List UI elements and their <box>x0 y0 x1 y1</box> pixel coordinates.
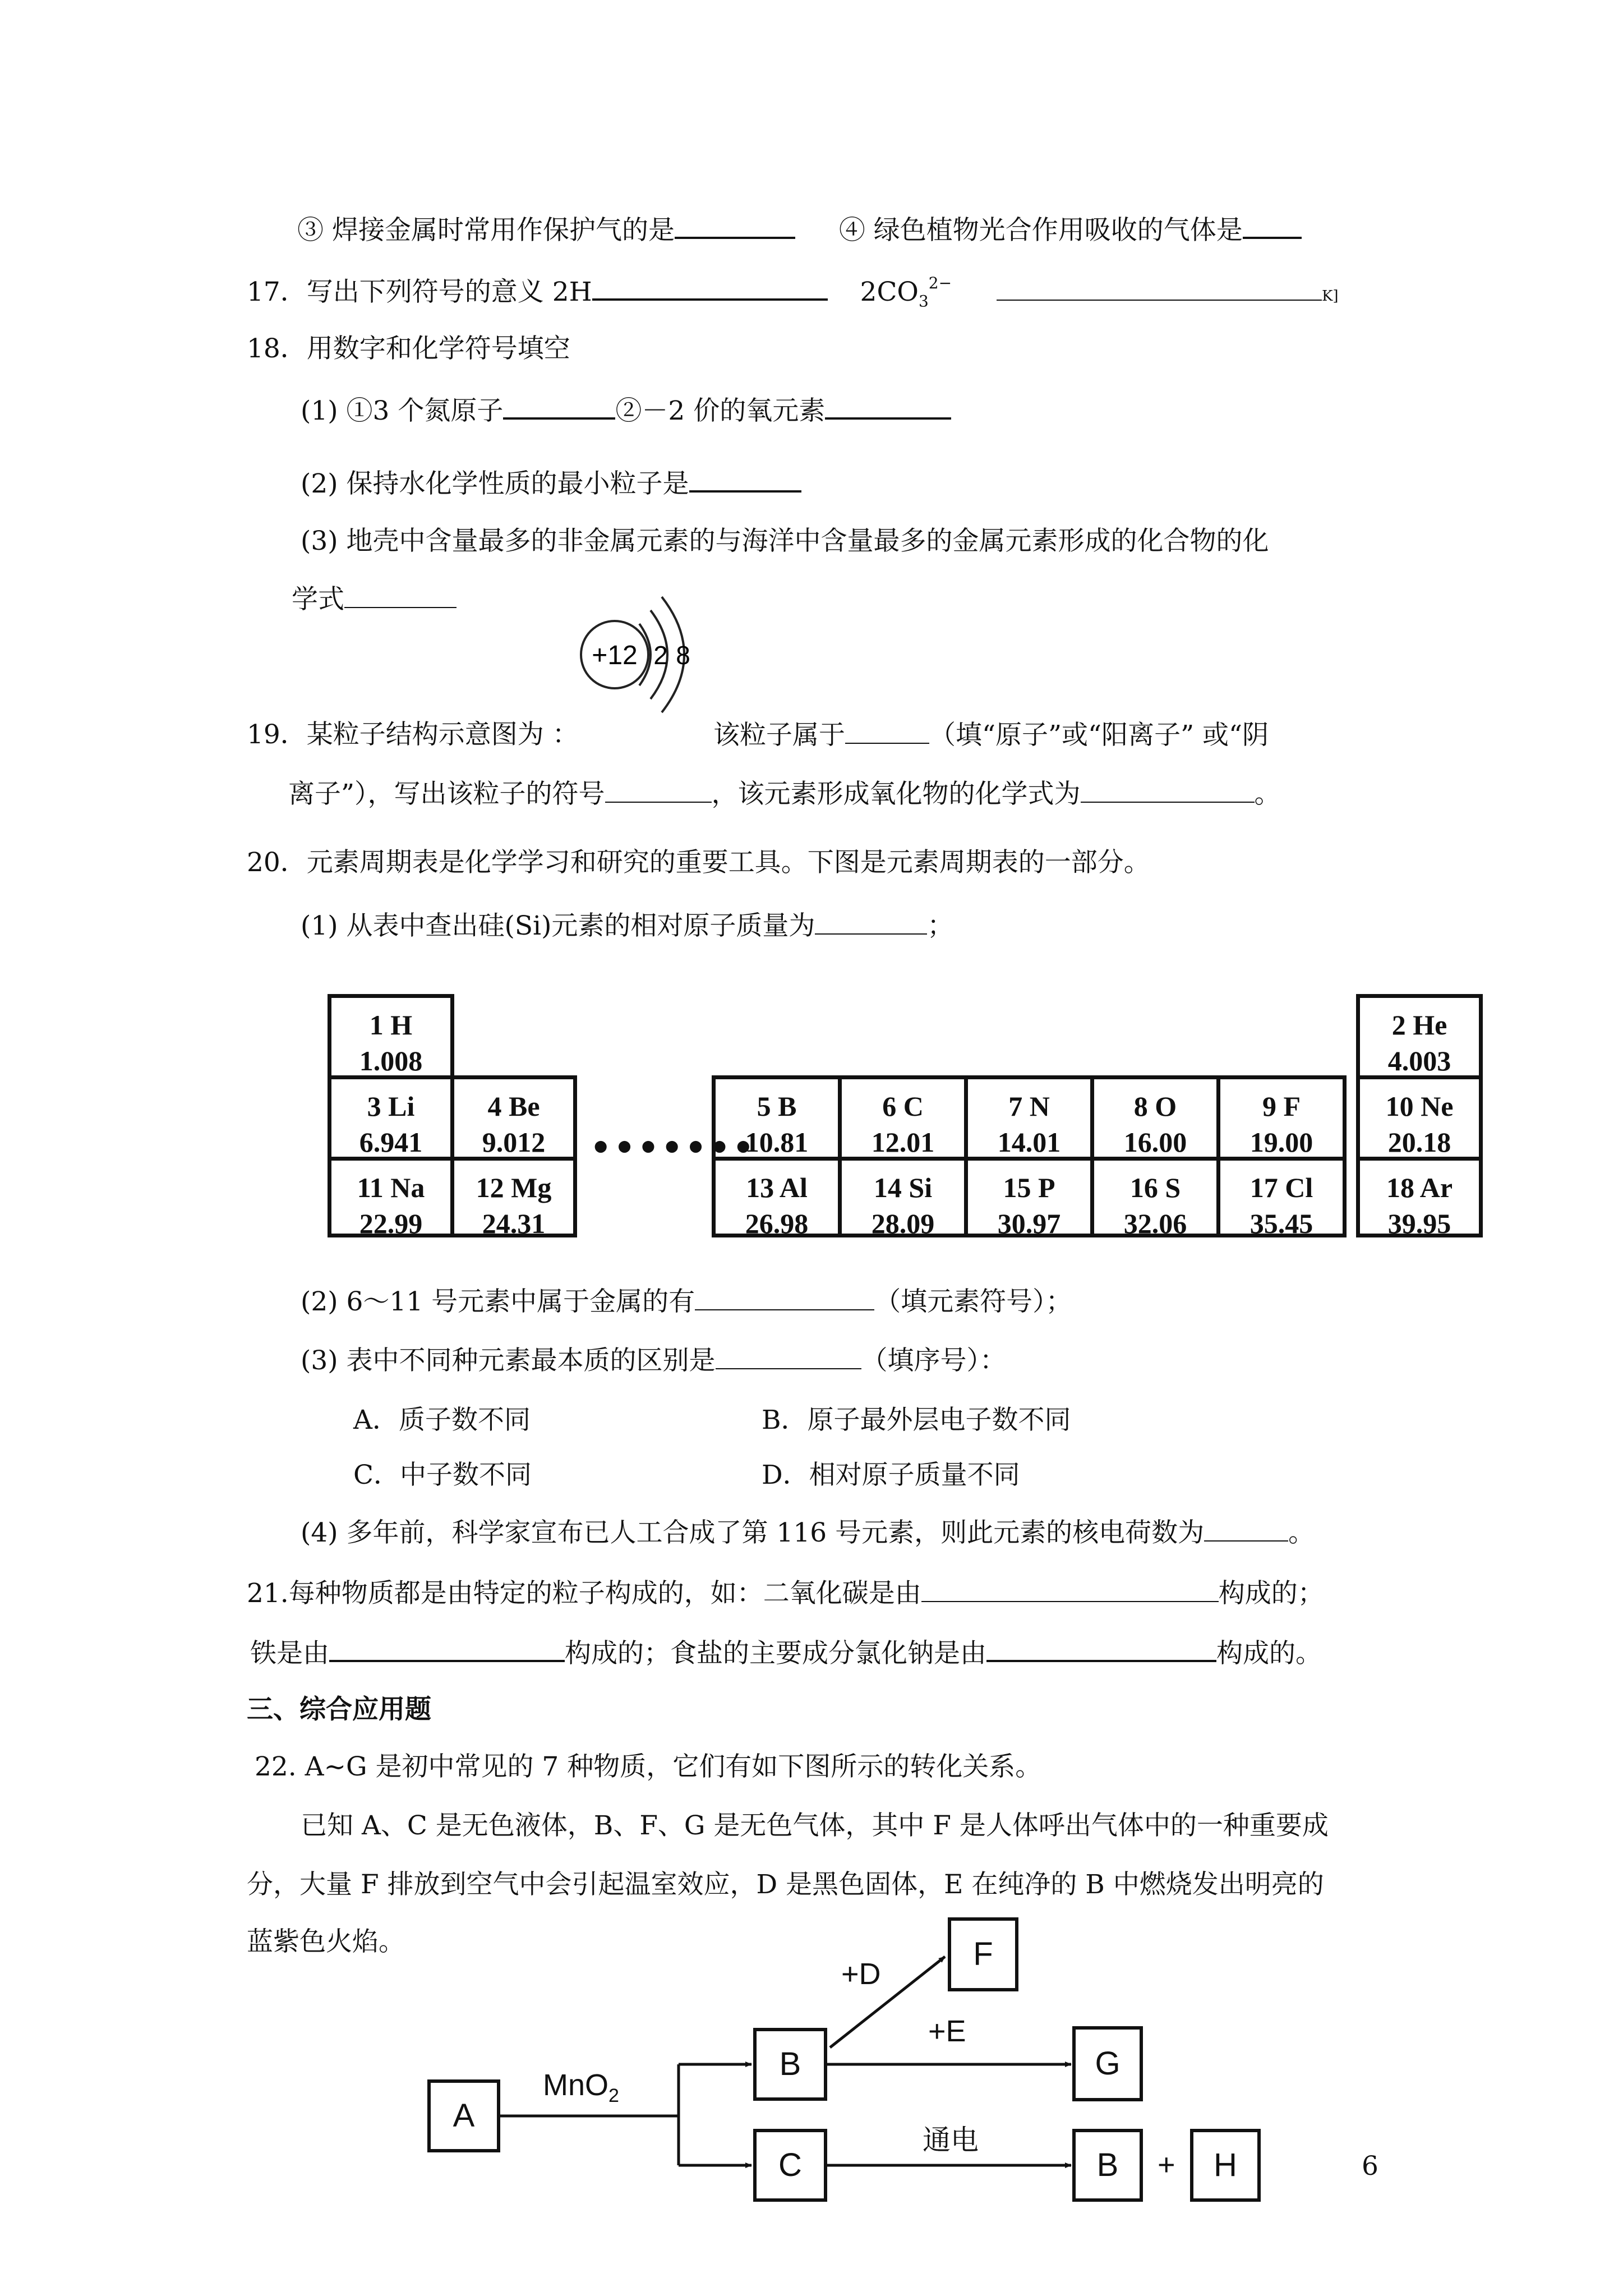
atom-shell-2: 8 <box>676 641 690 670</box>
element-cell: 6 C 12.01 <box>838 1075 968 1161</box>
q20-option-b: B．原子最外层电子数不同 <box>762 1405 1071 1435</box>
element-cell: 2 He 4.003 <box>1356 994 1483 1079</box>
element-cell: 14 Si 28.09 <box>838 1157 968 1237</box>
stray-mark: K] <box>1321 288 1339 305</box>
q17-ion: $2CO_3^{2-}$ <box>860 274 952 311</box>
element-cell: 16 S 32.06 <box>1090 1157 1220 1237</box>
q19-line2b: ，该元素形成氧化物的化学式为 <box>711 779 1081 809</box>
q22-line2: 分，大量 F 排放到空气中会引起温室效应，D 是黑色固体，E 在纯净的 B 中燃烧发出明亮的 <box>247 1869 1324 1900</box>
q18-p2: (2) 保持水化学性质的最小粒子是 <box>301 468 689 499</box>
element-cell: 4 Be 9.012 <box>450 1075 577 1161</box>
node-a: A <box>427 2079 500 2152</box>
q22-line3: 蓝紫色火焰。 <box>247 1926 405 1957</box>
electrolysis-label: 通电 <box>923 2124 979 2156</box>
element-cell: 10 Ne 20.18 <box>1356 1075 1483 1161</box>
q18-title: 18．用数字和化学符号填空 <box>247 333 570 364</box>
q20-p2: (2) 6～11 号元素中属于金属的有 <box>301 1286 695 1317</box>
q22-title: 22. A~G 是初中常见的 7 种物质，它们有如下图所示的转化关系。 <box>255 1751 1042 1782</box>
q20-option-d: D．相对原子质量不同 <box>762 1460 1020 1490</box>
q18-p1b: ②－2 价的氧元素 <box>615 395 826 426</box>
node-b-product: B <box>1072 2129 1143 2202</box>
q16-item4: ④ 绿色植物光合作用吸收的气体是 <box>838 215 1243 246</box>
q18-p3: (3) 地壳中含量最多的非金属元素的与海洋中含量最多的金属元素形成的化合物的化 <box>301 526 1269 556</box>
element-cell: 18 Ar 39.95 <box>1356 1157 1483 1237</box>
page-number: 6 <box>1362 2151 1378 2182</box>
q19-line1c: （填“原子”或“阳离子” 或“阴 <box>929 720 1269 751</box>
element-cell: 17 Cl 35.45 <box>1216 1157 1347 1237</box>
q19-line1b: 该粒子属于 <box>713 720 845 751</box>
element-cell: 11 Na 22.99 <box>328 1157 454 1237</box>
q21-line1a: 21.每种物质都是由特定的粒子构成的，如：二氧化碳是由 <box>247 1578 921 1609</box>
q19-line1a: 19．某粒子结构示意图为 ： <box>247 719 579 750</box>
element-cell: 7 N 14.01 <box>964 1075 1094 1161</box>
atom-nucleus-charge: +12 <box>592 641 638 670</box>
element-cell: 5 B 10.81 <box>712 1075 842 1161</box>
q17-text: 17．写出下列符号的意义 2H <box>247 277 592 307</box>
q20-intro: 20．元素周期表是化学学习和研究的重要工具。下图是元素周期表的一部分。 <box>247 847 1150 878</box>
q22-line1: 已知 A、C 是无色液体，B、F、G 是无色气体，其中 F 是人体呼出气体中的一种重要成 <box>301 1810 1329 1841</box>
node-b: B <box>753 2028 827 2101</box>
atom-shell-1: 2 <box>653 641 668 670</box>
element-cell: 13 Al 26.98 <box>712 1157 842 1237</box>
q20-p3: (3) 表中不同种元素最本质的区别是 <box>301 1345 716 1376</box>
element-cell: 9 F 19.00 <box>1216 1075 1347 1161</box>
q20-p4: (4) 多年前，科学家宣布已人工合成了第 116 号元素，则此元素的核电荷数为 <box>301 1517 1205 1548</box>
q16-item3: ③ 焊接金属时常用作保护气的是 <box>297 215 675 246</box>
q18-p1a: (1) ①3 个氮原子 <box>301 395 504 426</box>
plus-d-label: +D <box>841 1957 881 1991</box>
q20-p1: (1) 从表中查出硅(Si)元素的相对原子质量为 <box>301 910 815 941</box>
element-cell: 8 O 16.00 <box>1090 1075 1220 1161</box>
plus-e-label: +E <box>928 2014 966 2048</box>
table-ellipsis: ••••••• <box>590 1129 757 1168</box>
plus-sign: + <box>1158 2148 1175 2182</box>
node-c: C <box>753 2129 827 2202</box>
section-title: 三、综合应用题 <box>247 1694 431 1725</box>
mno2-label: MnO$_2$ <box>543 2068 619 2106</box>
node-h: H <box>1190 2129 1261 2202</box>
element-cell: 1 H 1.008 <box>328 994 454 1079</box>
element-cell: 3 Li 6.941 <box>328 1075 454 1161</box>
element-cell: 12 Mg 24.31 <box>450 1157 577 1237</box>
q19-line2a: 离子”），写出该粒子的符号 <box>288 779 605 809</box>
q21-line2a: 铁是由 <box>250 1638 329 1669</box>
element-cell: 15 P 30.97 <box>964 1157 1094 1237</box>
node-g: G <box>1072 2026 1143 2101</box>
q18-p3b: 学式 <box>292 584 344 615</box>
q20-option-c: C．中子数不同 <box>353 1460 532 1490</box>
node-f: F <box>948 1917 1018 1991</box>
q20-option-a: A．质子数不同 <box>353 1405 531 1435</box>
